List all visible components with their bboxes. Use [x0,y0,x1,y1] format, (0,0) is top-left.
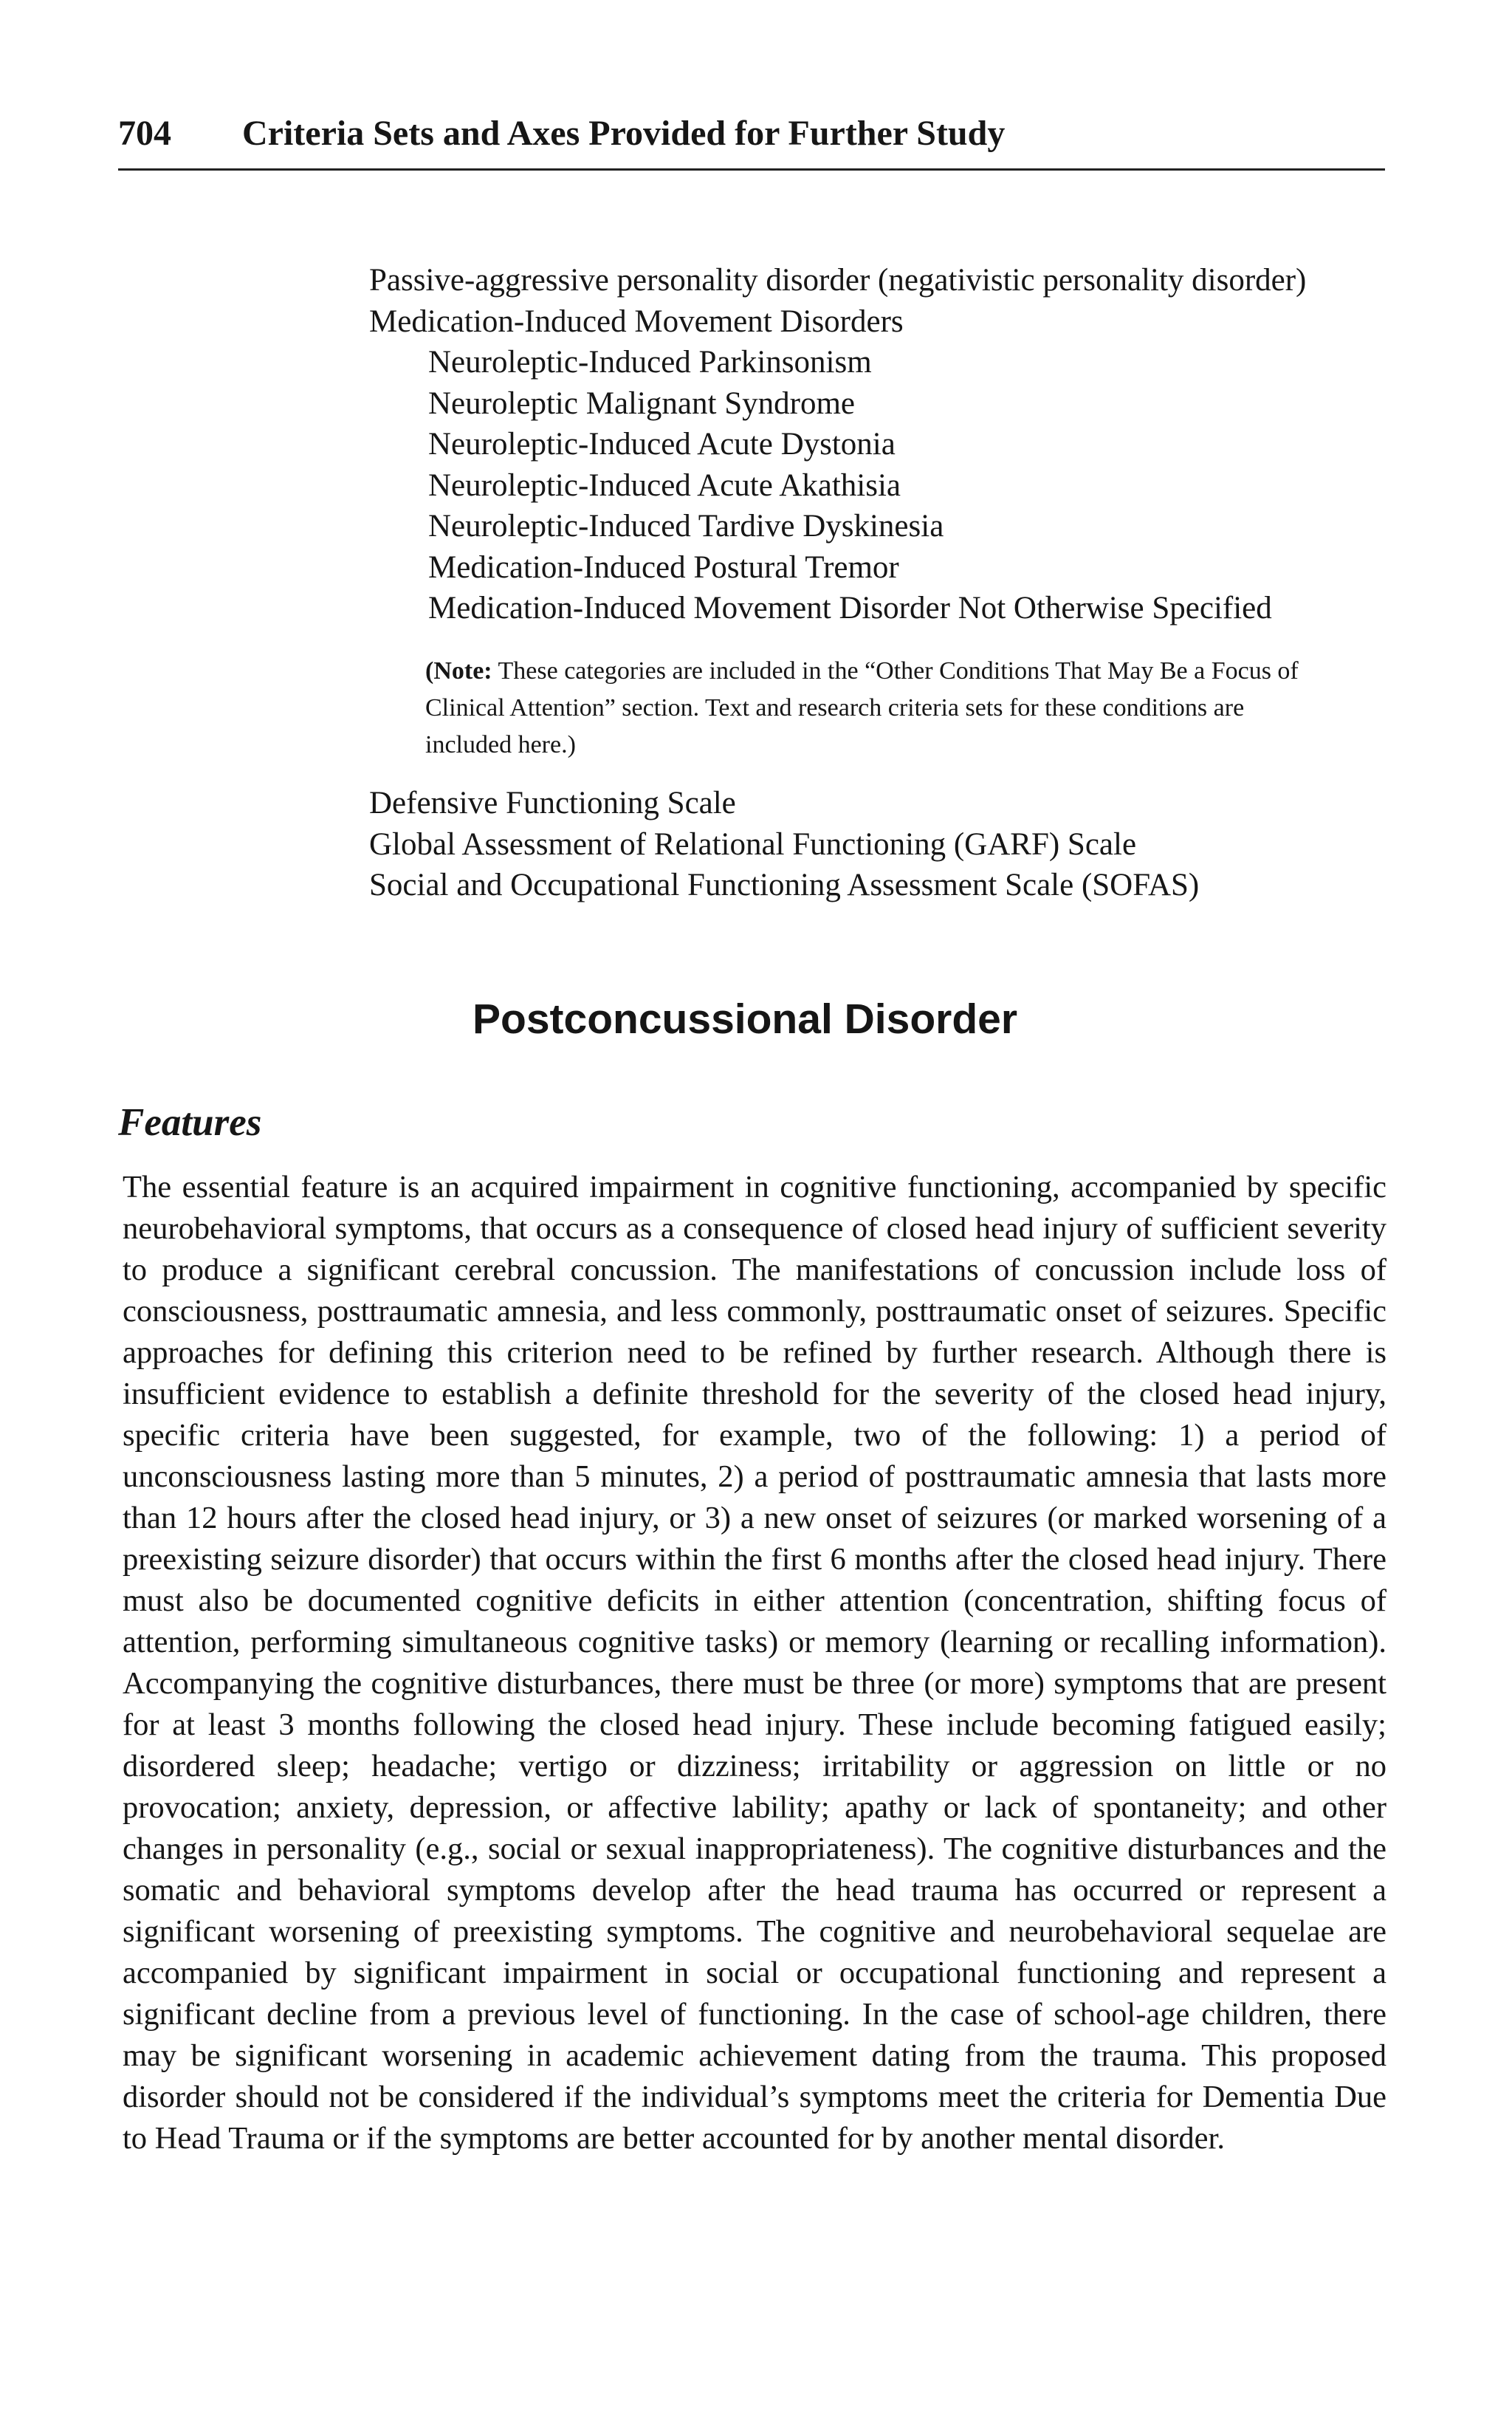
list-subitem: Neuroleptic-Induced Tardive Dyskinesia [428,509,944,544]
list-item: Medication-Induced Movement Disorders [369,304,904,339]
features-paragraph: The essential feature is an acquired impairment in cognitive functioning, accompanied by specific neurobehavioral symptoms, that occurs as a consequence of closed head injury of sufficient severity to produce a significant cerebral concussion. The manifestations of concussion include loss of consciousness, posttraumatic amnesia, and less commonly, posttraumatic onset of seizures. Specific approaches for defining this criterion need to be refined by further research. Although there is insufficient evidence to establish a definite threshold for the severity of the closed head injury, specific criteria have been suggested, for example, two of the following: 1) a period of unconsciousness lasting more than 5 minutes, 2) a period of posttraumatic amnesia that lasts more than 12 hours after the closed head injury, or 3) a new onset of seizures (or marked worsening of a preexisting seizure disorder) that occurs within the first 6 months after the closed head injury. There must also be documented cognitive deficits in either attention (concentration, shifting focus of attention, performing simultaneous cognitive tasks) or memory (learning or recalling information). Accompanying the cognitive disturbances, there must be three (or more) symptoms that are present for at least 3 months following the closed head injury. These include becoming fatigued easily; disordered sleep; headache; vertigo or dizziness; irritability or aggression on little or no provocation; anxiety, depression, or affective lability; apathy or lack of spontaneity; and other changes in personality (e.g., social or sexual inappropriateness). The cognitive disturbances and the somatic and behavioral symptoms develop after the head trauma has occurred or represent a significant worsening of preexisting symptoms. The cognitive and neurobehavioral sequelae are accompanied by significant impairment in social or occupational functioning and represent a significant decline from a previous level of functioning. In the case of school-age children, there may be significant worsening in academic achievement dating from the trauma. This proposed disorder should not be considered if the individual’s symptoms meet the criteria for Dementia Due to Head Trauma or if the symptoms are better accounted for by another mental disorder. [123,1170,1386,2156]
list-item: Global Assessment of Relational Functioning (GARF) Scale [369,826,1137,862]
running-title: Criteria Sets and Axes Provided for Further Study [242,114,1006,153]
list-subitem: Neuroleptic Malignant Syndrome [428,385,855,421]
list-item: Passive-aggressive personality disorder (negativistic personality disorder) [369,263,1307,298]
note-text: These categories are included in the “Other Conditions That May Be a Focus of Clinical Attention” section. Text and research criteria sets for these conditions are included here.) [425,657,1299,758]
criteria-list [369,260,1403,629]
scales-list [369,783,1403,906]
page-header [118,109,1385,171]
list-subitem: Medication-Induced Movement Disorder Not Otherwise Specified [428,591,1272,626]
section-title: Postconcussional Disorder [472,996,1018,1043]
list-subitem: Medication-Induced Postural Tremor [428,549,899,585]
list-item: Social and Occupational Functioning Assessment Scale (SOFAS) [369,868,1200,902]
list-subitem: Neuroleptic-Induced Acute Dystonia [428,427,896,462]
note-paragraph [425,653,1333,764]
page-number: 704 [118,114,171,153]
note-label: (Note: [425,657,492,685]
list-subitem: Neuroleptic-Induced Acute Akathisia [428,467,901,503]
list-subitem: Neuroleptic-Induced Parkinsonism [428,345,872,380]
list-item: Defensive Functioning Scale [369,786,736,820]
features-heading: Features [118,1101,262,1144]
